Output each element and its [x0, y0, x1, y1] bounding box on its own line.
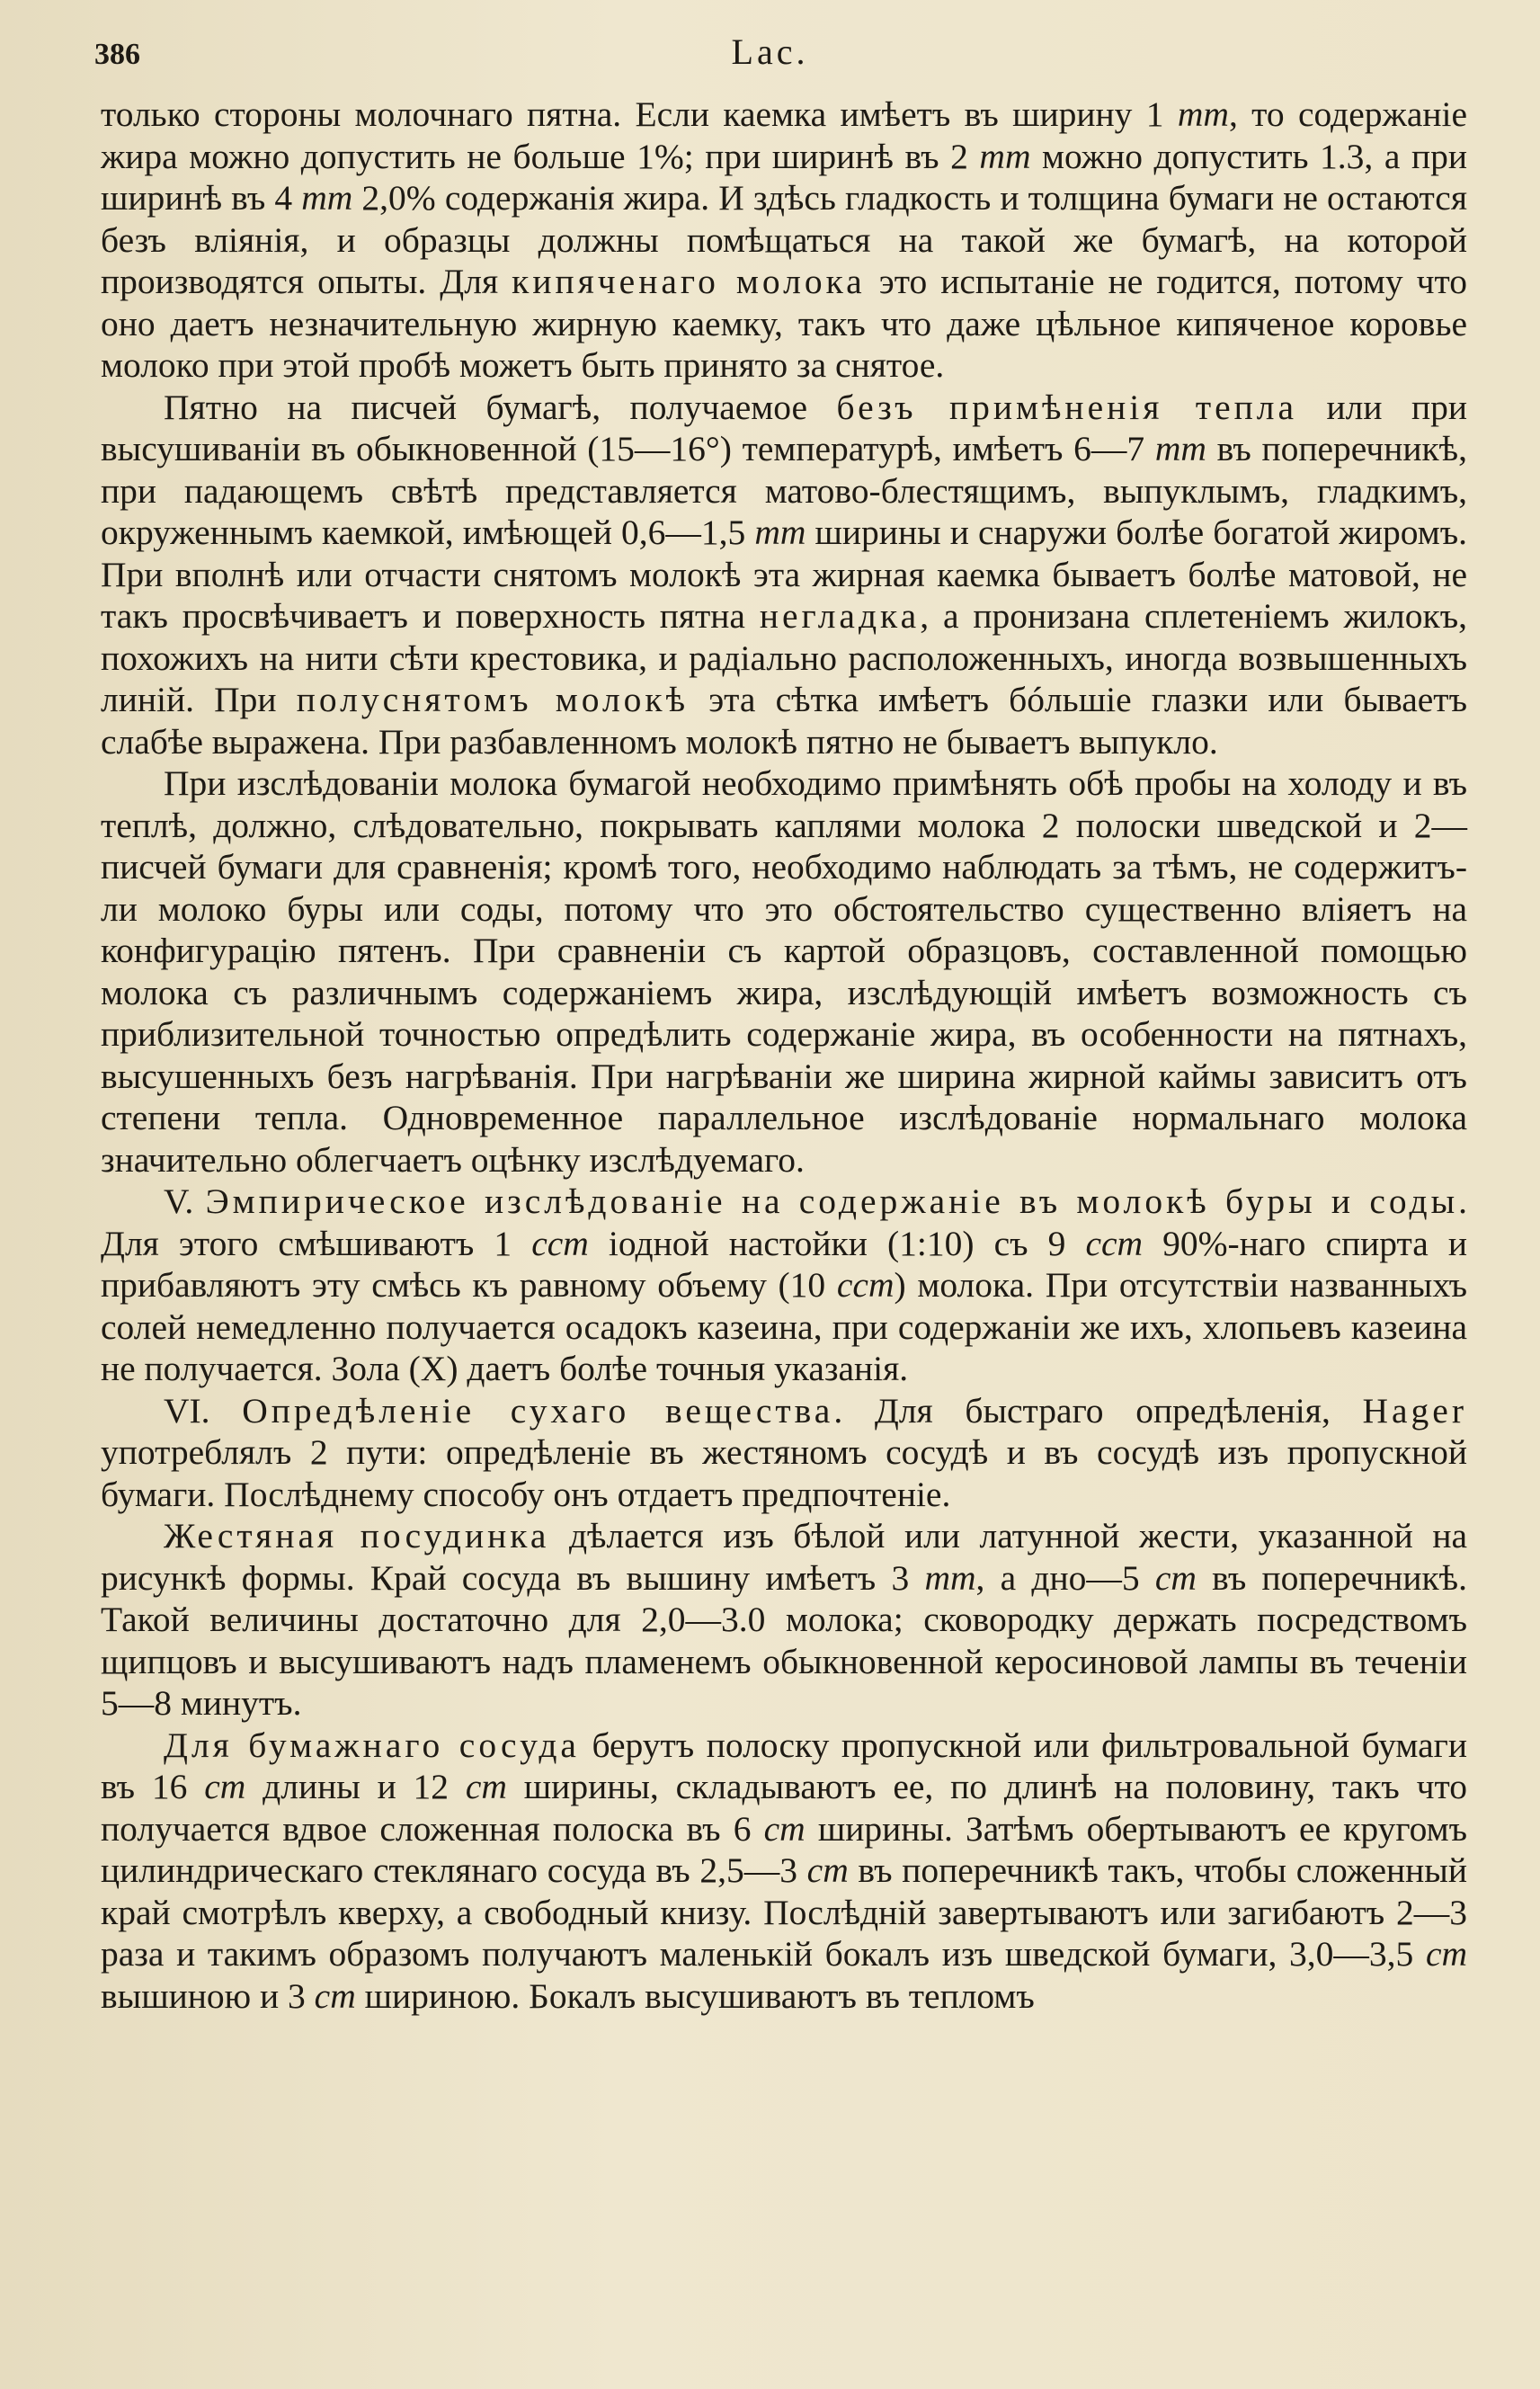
spaced-emphasis: Для бумажнаго сосуда — [164, 1725, 580, 1765]
unit-text: cm — [204, 1767, 246, 1806]
paragraph — [101, 1515, 1467, 1725]
text-run: іодной настойки (1:10) съ 9 — [588, 1223, 1086, 1263]
text-run: ширины. Затѣмъ обертываютъ ее кругомъ цилиндрическаго стеклянаго сосуда въ 2,5—3 — [101, 1808, 1467, 1890]
unit-text: ccm — [1085, 1223, 1144, 1263]
text-run: При изслѣдованіи молока бумагой необходимо примѣнять обѣ пробы на холоду и въ теплѣ, должно, слѣдовательно, покрывать каплями молока 2 полоски шведской и 2—писчей бумаги для сравненія; кромѣ того, необходимо наблюдать за тѣмъ, не содержитъ-ли молоко буры или соды, потому что это обстоятельство существенно вліяетъ на конфигурацію пятенъ. При сравненіи съ картой образцовъ, составленной помощью молока съ различнымъ содержаніемъ жира, изслѣдующій имѣетъ возможность съ приблизительной точностью опредѣлить содержаніе жира, въ особенности на пятнахъ, высушенныхъ безъ нагрѣванія. При нагрѣваніи же ширина жирной каймы зависитъ отъ степени тепла. Одновременное параллельное изслѣдованіе нормальнаго молока значительно облегчаетъ оцѣнку изслѣдуемаго. — [101, 763, 1467, 1180]
text-run: . Для быстраго опредѣленія, — [833, 1390, 1363, 1431]
unit-text: cm — [763, 1808, 806, 1849]
text-run: въ поперечникѣ, при падающемъ свѣтѣ представляется матово-блестящимъ, выпуклымъ, гладкимъ, окруженнымъ каемкой, имѣющей 0,6—1,5 — [101, 429, 1467, 552]
unit-text: cm — [314, 1975, 356, 2016]
unit-text: mm — [979, 136, 1031, 176]
text-run: въ поперечникѣ такъ, чтобы сложенный край смотрѣлъ кверху, а свободный книзу. Послѣдній завертываютъ или загибаютъ 2—3 раза и такимъ образомъ получаютъ маленькій бокалъ изъ шведской бумаги, 3,0—3,5 — [101, 1850, 1467, 1974]
unit-text: ccm — [836, 1265, 895, 1305]
spaced-emphasis: полуснятомъ молокѣ — [296, 680, 690, 719]
text-run: это испытаніе не годится, потому что оно даетъ незначительную жирную каемку, такъ что даже цѣльное кипяченое коровье молоко при этой пробѣ можетъ быть принято за снятое. — [101, 262, 1468, 385]
unit-text: mm — [301, 178, 353, 218]
spaced-emphasis: безъ примѣненія тепла — [836, 387, 1298, 427]
text-run: употреблялъ 2 пути: опредѣленіе въ жестяномъ сосудѣ и въ сосудѣ изъ пропускной бумаги. Послѣднему способу онъ отдаетъ предпочтеніе. — [101, 1432, 1467, 1514]
page-header — [94, 31, 1446, 85]
text-run: въ поперечникѣ. Такой величины достаточно для 2,0—3.0 молока; сковородку держать посредствомъ щипцовъ и высушиваютъ надъ пламенемъ обыкновенной керосиновой лампы въ теченіи 5—8 минутъ. — [101, 1557, 1467, 1723]
spaced-emphasis: Эмпирическое изслѣдованіе на содержаніе въ молокѣ буры и соды — [205, 1181, 1459, 1221]
spaced-emphasis: Жестяная посудинка — [164, 1516, 550, 1556]
text-run: , то содержаніе жира можно допустить не больше 1%; при ширинѣ въ 2 — [101, 94, 1467, 176]
text-run: только стороны молочнаго пятна. Если каемка имѣетъ въ ширину 1 — [101, 94, 1178, 134]
unit-text: ccm — [531, 1223, 589, 1263]
paragraph — [101, 1725, 1467, 2018]
unit-text: cm — [1154, 1557, 1197, 1598]
unit-text: mm — [1154, 429, 1206, 468]
paragraph — [101, 387, 1467, 763]
text-run: , а пронизана сплетеніемъ жилокъ, похожихъ на нити сѣти крестовика, и радіально расположенныхъ, иногда возвышенныхъ линій. При — [101, 596, 1467, 719]
text-run: шириною. Бокалъ высушиваютъ въ тепломъ — [355, 1975, 1035, 2016]
text-run: или при высушиваніи въ обыкновенной (15—16°) температурѣ, имѣетъ 6—7 — [101, 387, 1467, 468]
text-run: 2,0% содержанія жира. И здѣсь гладкость и толщина бумаги не остаются безъ вліянія, и образцы должны помѣщаться на такой же бумагѣ, на которой производятся опыты. Для — [101, 178, 1467, 301]
text-run: можно допустить 1.3, а при ширинѣ въ 4 — [101, 136, 1467, 218]
unit-text: cm — [806, 1850, 849, 1890]
paragraph — [101, 1390, 1467, 1516]
text-run: вышиною и 3 — [101, 1975, 315, 2016]
text-run: ширины, складываютъ ее, по длинѣ на половину, такъ что получается вдвое сложенная полоска въ 6 — [101, 1767, 1467, 1849]
spaced-emphasis: негладка — [759, 596, 921, 636]
text-run: V. — [164, 1181, 206, 1221]
running-head: Lac. — [731, 31, 809, 72]
paragraph — [101, 94, 1467, 387]
spaced-emphasis: Hager — [1362, 1390, 1467, 1431]
text-run: VI. — [164, 1390, 243, 1431]
text-run: эта сѣтка имѣетъ бóльшіе глазки или бываетъ слабѣе выражена. При разбавленномъ молокѣ пятно не бываетъ выпукло. — [101, 680, 1467, 762]
unit-text: mm — [754, 513, 806, 552]
spaced-emphasis: Опредѣленіе сухаго вещества — [242, 1390, 834, 1431]
text-run: длины и 12 — [245, 1767, 466, 1806]
text-run: Пятно на писчей бумагѣ, получаемое — [164, 387, 837, 427]
paragraph — [101, 1181, 1467, 1390]
spaced-emphasis: кипяченаго молока — [512, 262, 866, 301]
text-run: берутъ полоску пропускной или фильтровальной бумаги въ 16 — [101, 1725, 1467, 1806]
page-number: 386 — [94, 38, 140, 71]
text-run: . Для этого смѣшиваютъ 1 — [101, 1181, 1467, 1263]
body-text — [101, 94, 1467, 2017]
unit-text: cm — [465, 1767, 507, 1806]
unit-text: mm — [924, 1557, 976, 1598]
unit-text: cm — [1425, 1934, 1467, 1974]
text-run: дѣлается изъ бѣлой или латунной жести, указанной на рисункѣ формы. Край сосуда въ вышину имѣетъ 3 — [101, 1516, 1468, 1598]
paragraph — [101, 762, 1467, 1181]
text-run: ширины и снаружи болѣе богатой жиромъ. При вполнѣ или отчасти снятомъ молокѣ эта жирная каемка бываетъ болѣе матовой, не такъ просвѣчиваетъ и поверхность пятна — [101, 513, 1467, 636]
unit-text: mm — [1177, 94, 1229, 134]
text-run: ) молока. При отсутствіи названныхъ солей немедленно получается осадокъ казеина, при содержаніи же ихъ, хлопьевъ казеина не получается. Зола (X) даетъ болѣе точныя указанія. — [101, 1265, 1467, 1388]
text-run: 90%-наго спирта и прибавляютъ эту смѣсь къ равному объему (10 — [101, 1223, 1467, 1305]
text-run: , а дно—5 — [975, 1557, 1155, 1598]
